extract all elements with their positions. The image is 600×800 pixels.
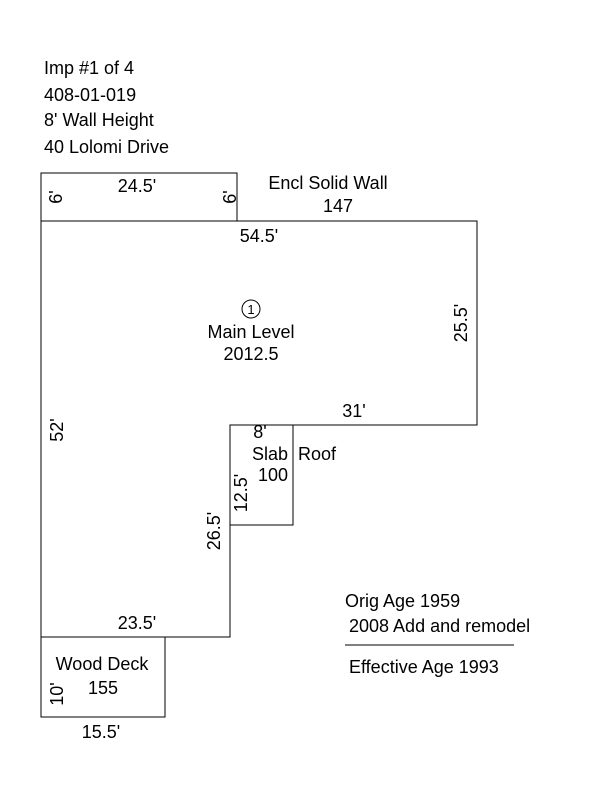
imp-label: Imp #1 of 4 xyxy=(44,58,135,78)
deck-area-value: 155 xyxy=(87,678,119,698)
dim-encl-right: 6' xyxy=(220,190,240,204)
dim-main-notch-top: 31' xyxy=(342,401,366,421)
parcel-number: 408-01-019 xyxy=(44,85,137,105)
dim-main-notch-side: 26.5' xyxy=(204,511,224,551)
orig-age: Orig Age 1959 xyxy=(345,591,461,611)
slab-area-value: 100 xyxy=(257,465,289,485)
dim-main-top: 54.5' xyxy=(239,226,279,246)
dim-deck-side: 10' xyxy=(47,682,67,706)
dim-deck-bottom: 15.5' xyxy=(81,722,121,742)
main-area-value: 2012.5 xyxy=(223,344,279,364)
encl-area-value: 147 xyxy=(322,196,354,216)
deck-area-name: Wood Deck xyxy=(55,654,149,674)
slab-area-name-1: Slab xyxy=(251,444,289,464)
remodel-note: 2008 Add and remodel xyxy=(349,616,531,636)
dim-encl-top: 24.5' xyxy=(117,176,157,196)
main-area-name: Main Level xyxy=(207,322,295,342)
dim-slab-side: 12.5' xyxy=(231,473,251,513)
dim-encl-left: 6' xyxy=(46,190,66,204)
encl-area-name: Encl Solid Wall xyxy=(268,173,388,193)
dim-slab-top: 8' xyxy=(253,422,267,442)
dim-main-left: 52' xyxy=(47,418,67,442)
wall-height: 8' Wall Height xyxy=(44,110,154,130)
slab-area-name-2: Roof xyxy=(297,444,337,464)
dim-main-bottom: 23.5' xyxy=(117,613,157,633)
dim-main-right: 25.5' xyxy=(451,303,471,343)
area-number: 1 xyxy=(247,302,255,317)
address: 40 Lolomi Drive xyxy=(44,137,170,157)
effective-age: Effective Age 1993 xyxy=(349,657,499,677)
